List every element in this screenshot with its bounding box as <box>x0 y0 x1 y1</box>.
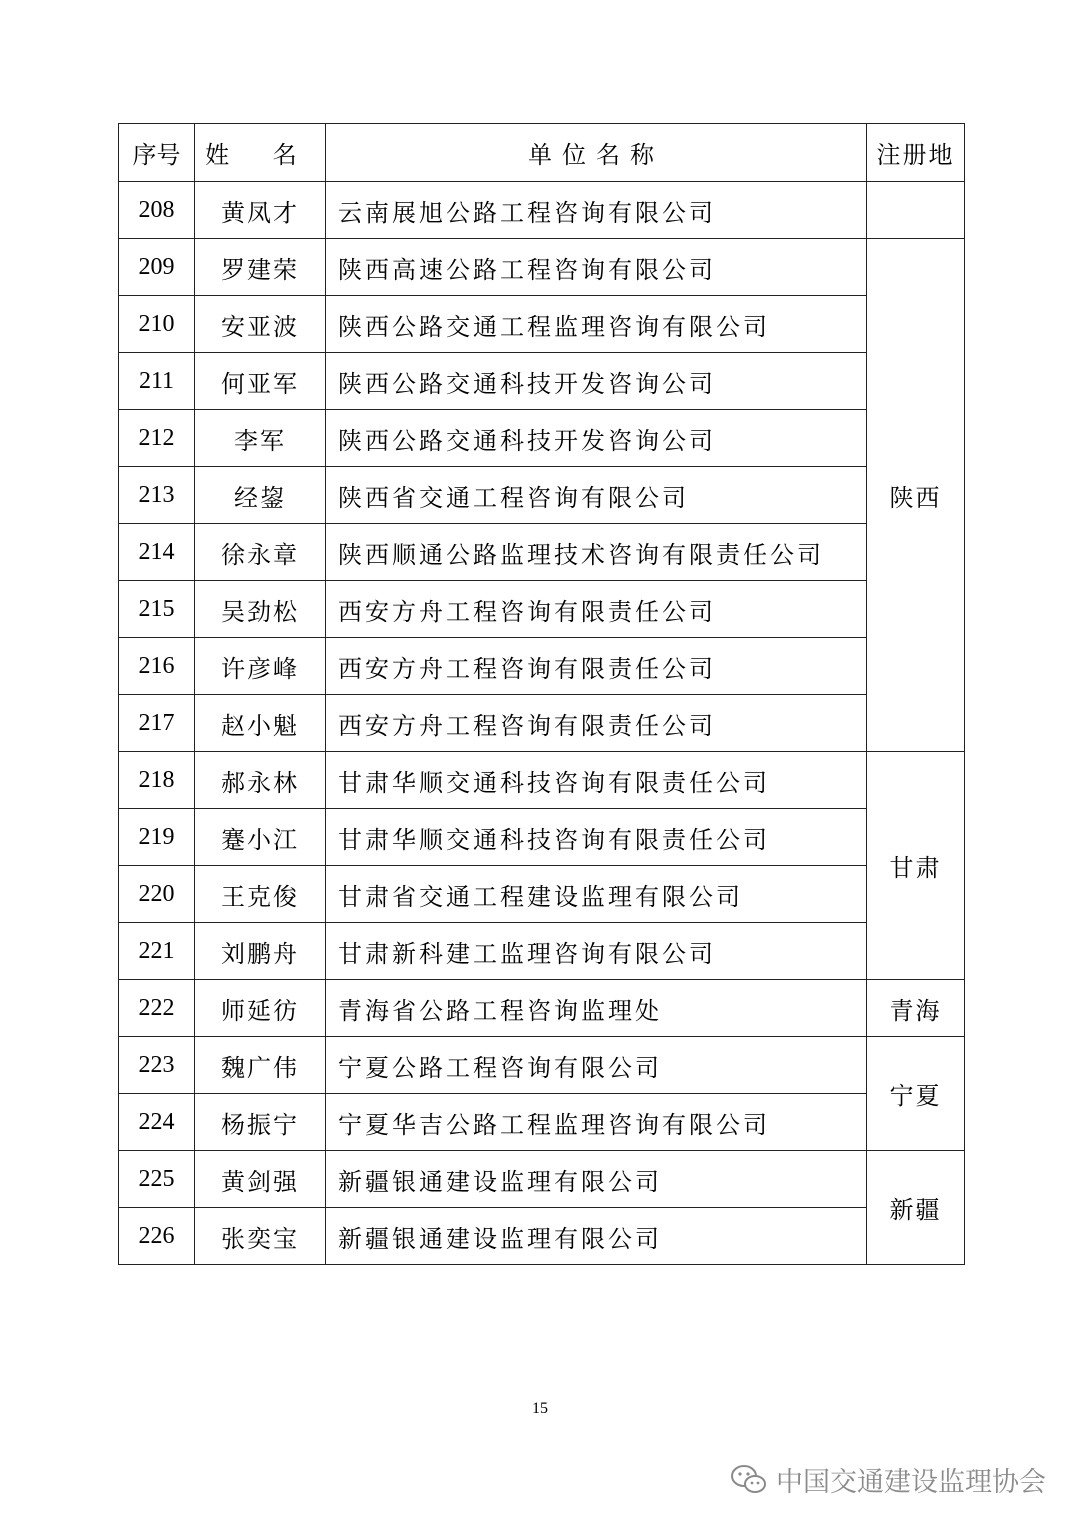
cell-unit-name: 西安方舟工程咨询有限责任公司 <box>326 695 867 752</box>
cell-registration-place <box>867 182 965 239</box>
cell-unit-name: 新疆银通建设监理有限公司 <box>326 1208 867 1265</box>
cell-serial-number: 212 <box>119 410 195 467</box>
watermark <box>730 1460 1046 1499</box>
cell-name: 蹇小江 <box>195 809 326 866</box>
table-row <box>119 353 965 410</box>
cell-unit-name: 新疆银通建设监理有限公司 <box>326 1151 867 1208</box>
cell-serial-number: 209 <box>119 239 195 296</box>
cell-serial-number: 226 <box>119 1208 195 1265</box>
cell-unit-name: 陕西高速公路工程咨询有限公司 <box>326 239 867 296</box>
table-row <box>119 866 965 923</box>
cell-name: 徐永章 <box>195 524 326 581</box>
cell-serial-number: 224 <box>119 1094 195 1151</box>
table-row <box>119 182 965 239</box>
header-unit-name: 单位名称 <box>326 124 867 182</box>
cell-registration-place: 陕西 <box>867 239 965 752</box>
cell-name: 黄凤才 <box>195 182 326 239</box>
cell-name: 许彦峰 <box>195 638 326 695</box>
table-row <box>119 1151 965 1208</box>
cell-serial-number: 215 <box>119 581 195 638</box>
cell-name: 杨振宁 <box>195 1094 326 1151</box>
table-body <box>119 182 965 1265</box>
cell-name: 经鋆 <box>195 467 326 524</box>
cell-unit-name: 甘肃省交通工程建设监理有限公司 <box>326 866 867 923</box>
table-row <box>119 467 965 524</box>
cell-name: 张奕宝 <box>195 1208 326 1265</box>
cell-name: 赵小魁 <box>195 695 326 752</box>
table-row <box>119 1208 965 1265</box>
cell-unit-name: 宁夏华吉公路工程监理咨询有限公司 <box>326 1094 867 1151</box>
cell-serial-number: 225 <box>119 1151 195 1208</box>
cell-unit-name: 陕西公路交通科技开发咨询公司 <box>326 353 867 410</box>
cell-name: 郝永林 <box>195 752 326 809</box>
cell-unit-name: 青海省公路工程咨询监理处 <box>326 980 867 1037</box>
cell-serial-number: 219 <box>119 809 195 866</box>
cell-name: 安亚波 <box>195 296 326 353</box>
cell-name: 刘鹏舟 <box>195 923 326 980</box>
cell-unit-name: 云南展旭公路工程咨询有限公司 <box>326 182 867 239</box>
cell-name: 王克俊 <box>195 866 326 923</box>
cell-unit-name: 陕西公路交通工程监理咨询有限公司 <box>326 296 867 353</box>
cell-registration-place: 甘肃 <box>867 752 965 980</box>
cell-serial-number: 221 <box>119 923 195 980</box>
header-name: 姓 名 <box>195 124 326 182</box>
cell-name: 师延彷 <box>195 980 326 1037</box>
cell-serial-number: 210 <box>119 296 195 353</box>
cell-unit-name: 甘肃新科建工监理咨询有限公司 <box>326 923 867 980</box>
cell-serial-number: 211 <box>119 353 195 410</box>
supervisor-roster-table <box>118 123 965 1265</box>
watermark-text: 中国交通建设监理协会 <box>776 1467 1046 1498</box>
table-row <box>119 980 965 1037</box>
table-row <box>119 524 965 581</box>
table-row <box>119 296 965 353</box>
cell-serial-number: 217 <box>119 695 195 752</box>
table-row <box>119 1037 965 1094</box>
cell-name: 罗建荣 <box>195 239 326 296</box>
table-row <box>119 695 965 752</box>
cell-registration-place: 宁夏 <box>867 1037 965 1151</box>
cell-name: 黄剑强 <box>195 1151 326 1208</box>
table-row <box>119 752 965 809</box>
cell-name: 李军 <box>195 410 326 467</box>
cell-serial-number: 208 <box>119 182 195 239</box>
cell-serial-number: 216 <box>119 638 195 695</box>
cell-serial-number: 222 <box>119 980 195 1037</box>
cell-serial-number: 214 <box>119 524 195 581</box>
page-number: 15 <box>532 1400 548 1417</box>
cell-registration-place: 青海 <box>867 980 965 1037</box>
table-row <box>119 923 965 980</box>
table-row <box>119 638 965 695</box>
cell-serial-number: 223 <box>119 1037 195 1094</box>
cell-unit-name: 陕西顺通公路监理技术咨询有限责任公司 <box>326 524 867 581</box>
cell-registration-place: 新疆 <box>867 1151 965 1265</box>
table-row <box>119 1094 965 1151</box>
cell-unit-name: 陕西公路交通科技开发咨询公司 <box>326 410 867 467</box>
cell-unit-name: 西安方舟工程咨询有限责任公司 <box>326 581 867 638</box>
table-row <box>119 410 965 467</box>
table-row <box>119 239 965 296</box>
header-serial-number: 序号 <box>119 124 195 182</box>
cell-serial-number: 213 <box>119 467 195 524</box>
cell-unit-name: 甘肃华顺交通科技咨询有限责任公司 <box>326 752 867 809</box>
cell-unit-name: 甘肃华顺交通科技咨询有限责任公司 <box>326 809 867 866</box>
header-registration-place: 注册地 <box>867 124 965 182</box>
cell-name: 吴劲松 <box>195 581 326 638</box>
wechat-icon <box>730 1464 768 1496</box>
cell-unit-name: 陕西省交通工程咨询有限公司 <box>326 467 867 524</box>
cell-name: 魏广伟 <box>195 1037 326 1094</box>
cell-unit-name: 宁夏公路工程咨询有限公司 <box>326 1037 867 1094</box>
table-header-row <box>119 124 965 182</box>
cell-name: 何亚军 <box>195 353 326 410</box>
cell-serial-number: 218 <box>119 752 195 809</box>
table-row <box>119 809 965 866</box>
cell-unit-name: 西安方舟工程咨询有限责任公司 <box>326 638 867 695</box>
table-row <box>119 581 965 638</box>
cell-serial-number: 220 <box>119 866 195 923</box>
